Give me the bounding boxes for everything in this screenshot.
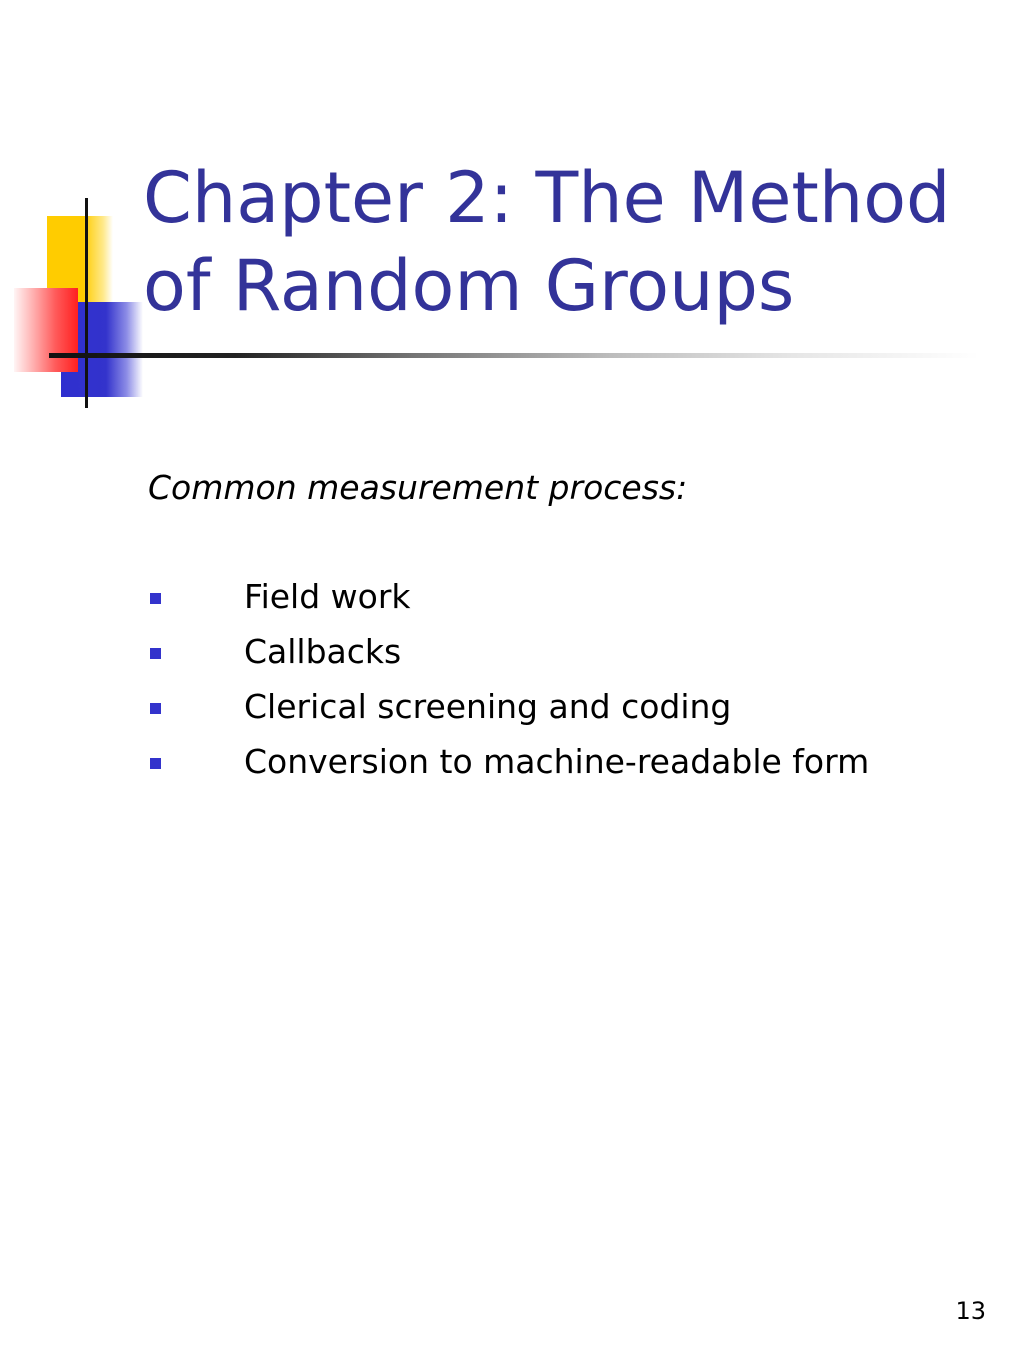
square-bullet-icon bbox=[150, 703, 161, 714]
bullet-text: Field work bbox=[244, 577, 411, 616]
square-bullet-icon bbox=[150, 593, 161, 604]
slide-title: Chapter 2: The Method of Random Groups bbox=[143, 157, 951, 327]
vertical-rule bbox=[85, 198, 88, 408]
title-underline-rule bbox=[49, 353, 979, 358]
page-number: 13 bbox=[955, 1297, 986, 1325]
red-square-decoration bbox=[14, 288, 78, 372]
bullet-text: Callbacks bbox=[244, 632, 402, 671]
bullet-text: Clerical screening and coding bbox=[244, 687, 732, 726]
bullet-text: Conversion to machine-readable form bbox=[244, 742, 870, 781]
slide-subtitle: Common measurement process: bbox=[148, 468, 688, 507]
square-bullet-icon bbox=[150, 648, 161, 659]
square-bullet-icon bbox=[150, 758, 161, 769]
